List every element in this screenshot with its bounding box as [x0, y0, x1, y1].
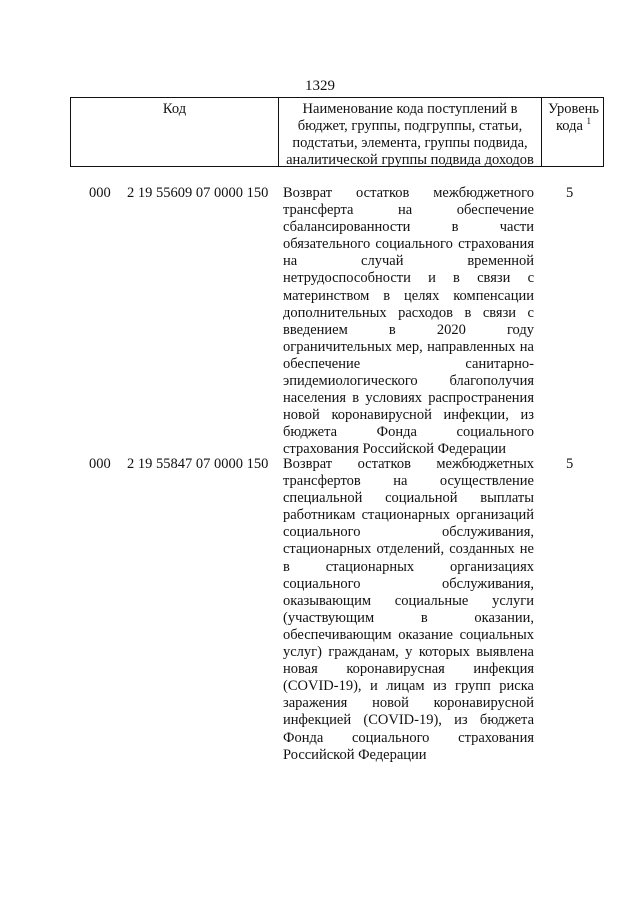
table-header — [70, 97, 604, 167]
page-number: 1329 — [305, 78, 335, 94]
income-name: Возврат остатков межбюджетных трансфертов на осуществление специальной социальной выплаты работникам стационарных организаций социального обслуживания, стационарных отделений, созданных не в стационарных организациях социального обслуживания, оказывающим социальные услуги (участвующим в оказании, обеспечивающим оказание социальных услуг) гражданам, у которых выявлена новая коронавирусная инфекция (COVID-19), и лицам из групп риска заражения новой коронавирусной инфекцией (COVID-19), из бюджета Фонда социального страхования Российской Федерации — [283, 456, 534, 763]
header-code-cell — [71, 98, 279, 166]
footnote-marker: 1 — [586, 116, 592, 127]
header-name-line: подстатьи, элемента, группы подвида, — [292, 135, 528, 151]
code-level: 5 — [566, 185, 574, 201]
header-level-label-line2: кода $^1$ — [555, 116, 592, 134]
income-name: Возврат остатков межбюджетного трансферта на обеспечение сбалансированности в части обязательного социального страхования на случай временной нетрудоспособности и в связи с материнством в целях компенсации дополнительных расходов в связи с введением в 2020 году ограничительных мер, направленных на обеспечение санитарно-эпидемиологического благополучия населения в условиях распространения новой коронавирусной инфекции, из бюджета Фонда социального страхования Российской Федерации — [283, 185, 534, 458]
header-level-cell — [542, 98, 605, 166]
admin-code: 000 — [89, 185, 111, 201]
header-code-label: Код — [162, 101, 187, 117]
header-name-line: бюджет, группы, подгруппы, статьи, — [297, 118, 523, 134]
code-level: 5 — [566, 456, 574, 472]
income-code: 2 19 55847 07 0000 150 — [127, 456, 269, 472]
header-name-line: Наименование кода поступлений в — [302, 101, 518, 117]
admin-code: 000 — [89, 456, 111, 472]
header-level-label: Уровень — [547, 101, 600, 117]
header-name-line: аналитической группы подвида доходов — [286, 152, 534, 168]
header-name-cell — [279, 98, 542, 166]
income-code: 2 19 55609 07 0000 150 — [127, 185, 269, 201]
